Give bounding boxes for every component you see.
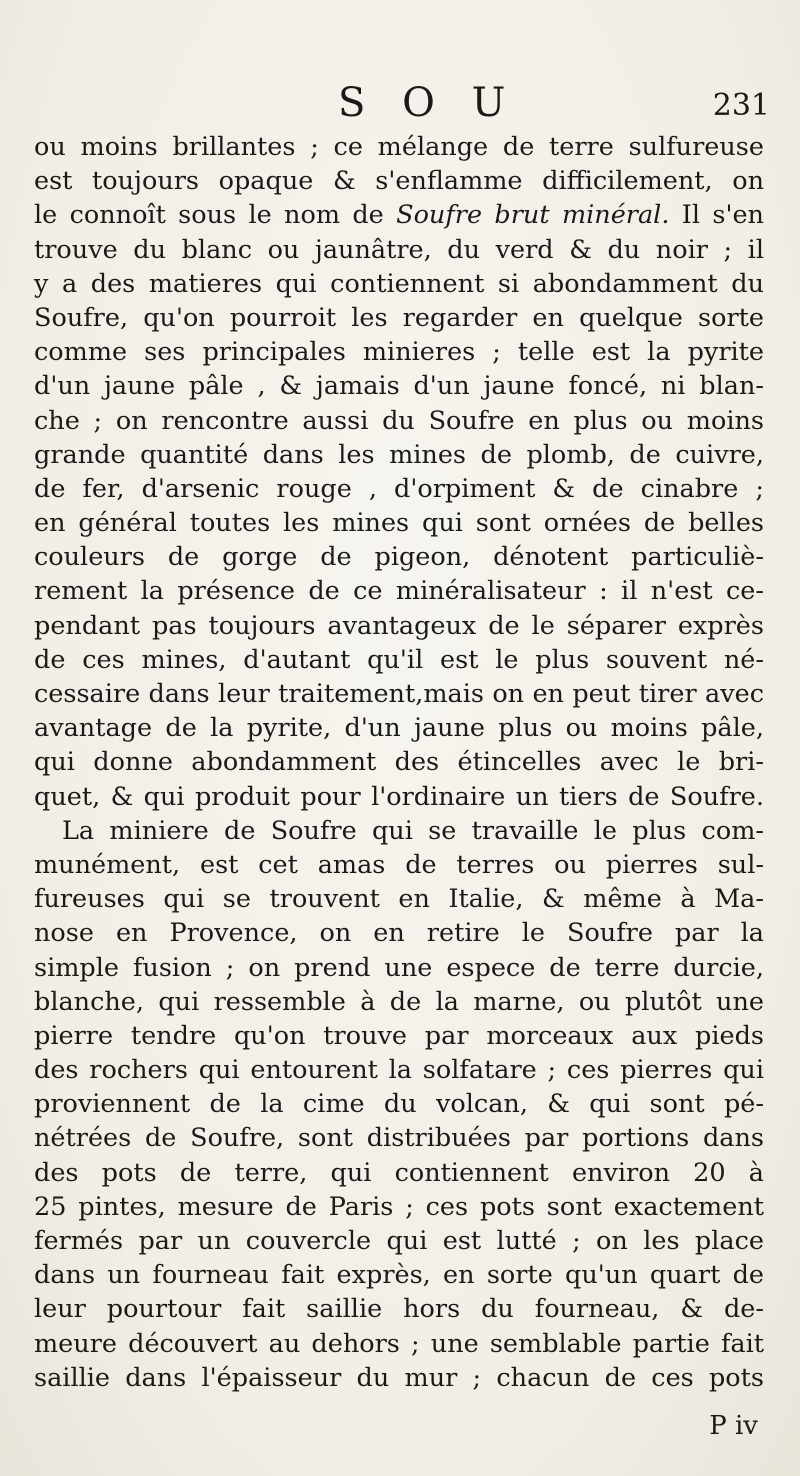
- line-text: meure découvert au dehors ; une semblable partie fait: [34, 1328, 764, 1359]
- text-line: [34, 164, 764, 198]
- text-line: [34, 130, 764, 164]
- text-line: [34, 814, 764, 848]
- body-text: [34, 130, 764, 1395]
- text-line: [34, 1156, 764, 1190]
- text-line: [34, 1224, 764, 1258]
- line-text: munément, est cet amas de terres ou pierres sul-: [34, 849, 764, 880]
- text-line: [34, 335, 764, 369]
- line-text: Il s'en: [669, 200, 764, 231]
- text-line: [34, 711, 764, 745]
- text-line: [34, 780, 764, 814]
- line-text: Soufre, qu'on pourroit les regarder en quelque sorte: [34, 302, 764, 333]
- text-line: [34, 574, 764, 608]
- text-line: [34, 1019, 764, 1053]
- line-text: rement la présence de ce minéralisateur : il n'est ce-: [34, 576, 764, 607]
- line-text: avantage de la pyrite, d'un jaune plus ou moins pâle,: [34, 713, 764, 744]
- text-line: [34, 643, 764, 677]
- text-line: [34, 438, 764, 472]
- text-line: [34, 1258, 764, 1292]
- line-text: ou moins brillantes ; ce mélange de terre sulfureuse: [34, 132, 764, 162]
- line-text: saillie dans l'épaisseur du mur ; chacun de ces pots: [34, 1362, 764, 1393]
- running-head-title: S O U: [338, 80, 518, 126]
- signature-mark: P iv: [709, 1411, 758, 1441]
- line-text: proviennent de la cime du volcan, & qui sont pé-: [34, 1089, 764, 1120]
- text-line: [34, 951, 764, 985]
- line-text: blanche, qui ressemble à de la marne, ou plutôt une: [34, 986, 764, 1017]
- line-text: La miniere de Soufre qui se travaille le plus com-: [62, 815, 764, 846]
- text-line: [34, 198, 764, 232]
- line-text: de ces mines, d'autant qu'il est le plus souvent né-: [34, 644, 764, 675]
- line-text: simple fusion ; on prend une espece de terre durcie,: [34, 952, 764, 983]
- text-line: [34, 233, 764, 267]
- text-line: [34, 1292, 764, 1326]
- line-text: cessaire dans leur traitement,mais on en peut tirer avec: [34, 679, 764, 709]
- text-line: [34, 609, 764, 643]
- text-line: [34, 369, 764, 403]
- line-text: comme ses principales minieres ; telle est la pyrite: [34, 337, 764, 368]
- line-text: che ; on rencontre aussi du Soufre en plus ou moins: [34, 405, 764, 436]
- text-line: [34, 1361, 764, 1395]
- line-text: de fer, d'arsenic rouge , d'orpiment & de cinabre ;: [34, 473, 764, 504]
- text-line: [34, 404, 764, 438]
- text-line: [34, 1121, 764, 1155]
- text-line: [34, 916, 764, 950]
- text-line: [34, 985, 764, 1019]
- line-text: couleurs de gorge de pigeon, dénotent particuliè-: [34, 542, 764, 573]
- text-line: [34, 301, 764, 335]
- text-line: [34, 848, 764, 882]
- text-line: [34, 745, 764, 779]
- line-text: d'un jaune pâle , & jamais d'un jaune foncé, ni blan-: [34, 371, 764, 402]
- line-text: dans un fourneau fait exprès, en sorte qu'un quart de: [34, 1260, 764, 1291]
- page-number: 231: [712, 88, 770, 123]
- line-text: le connoît sous le nom de: [34, 200, 397, 231]
- line-text: pendant pas toujours avantageux de le séparer exprès: [34, 610, 764, 641]
- line-text: des pots de terre, qui contiennent environ 20 à: [34, 1157, 764, 1188]
- text-line: [34, 472, 764, 506]
- line-text: grande quantité dans les mines de plomb, de cuivre,: [34, 439, 764, 470]
- text-line: [34, 1327, 764, 1361]
- line-text: 25 pintes, mesure de Paris ; ces pots sont exactement: [34, 1191, 764, 1222]
- line-text: en général toutes les mines qui sont ornées de belles: [34, 508, 764, 539]
- line-text: y a des matieres qui contiennent si abondamment du: [34, 268, 764, 299]
- running-head: [0, 78, 800, 128]
- text-line: [34, 1087, 764, 1121]
- line-text: nétrées de Soufre, sont distribuées par portions dans: [34, 1123, 764, 1154]
- text-line: [34, 1190, 764, 1224]
- line-text: qui donne abondamment des étincelles avec le bri-: [34, 747, 764, 778]
- text-line: [34, 267, 764, 301]
- line-text: est toujours opaque & s'enflamme difficilement, on: [34, 166, 764, 197]
- line-text: trouve du blanc ou jaunâtre, du verd & du noir ; il: [34, 234, 764, 265]
- line-text: pierre tendre qu'on trouve par morceaux aux pieds: [34, 1020, 764, 1051]
- text-line: [34, 882, 764, 916]
- text-line: [34, 506, 764, 540]
- italic-term: Soufre brut minéral.: [396, 200, 670, 231]
- line-text: fureuses qui se trouvent en Italie, & même à Ma-: [34, 884, 764, 915]
- text-line: [34, 677, 764, 711]
- line-text: leur pourtour fait saillie hors du fourneau, & de-: [34, 1294, 764, 1325]
- line-text: nose en Provence, on en retire le Soufre par la: [34, 918, 764, 949]
- text-line: [34, 540, 764, 574]
- text-line: [34, 1053, 764, 1087]
- line-text: fermés par un couvercle qui est lutté ; on les place: [34, 1226, 764, 1256]
- line-text: quet, & qui produit pour l'ordinaire un tiers de Soufre.: [34, 781, 764, 812]
- line-text: des rochers qui entourent la solfatare ; ces pierres qui: [34, 1055, 764, 1086]
